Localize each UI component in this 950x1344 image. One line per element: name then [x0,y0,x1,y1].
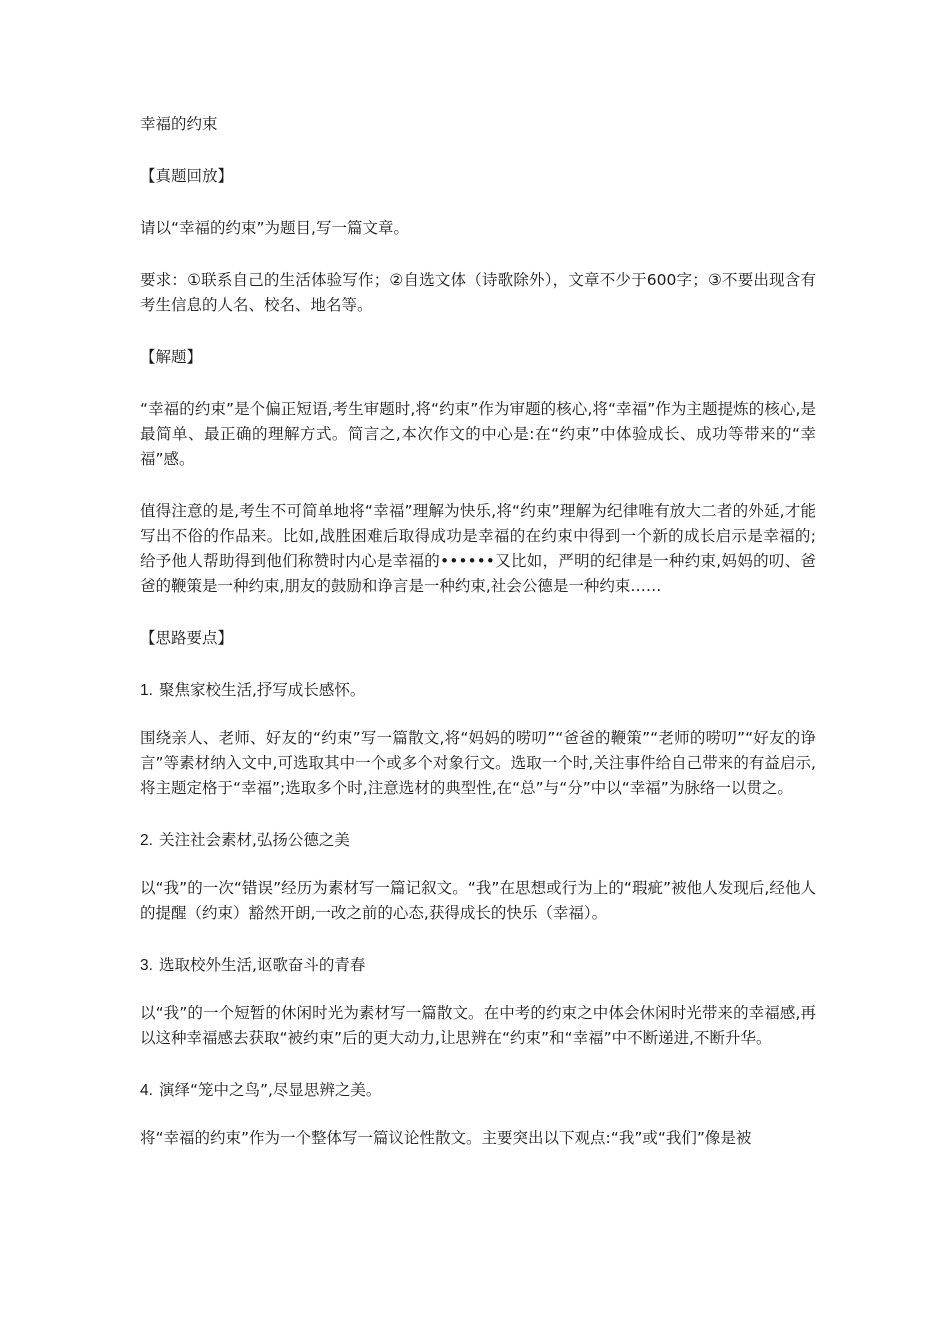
point-number: 2. [140,832,153,849]
prompt-text: 请以“幸福的约束”为题目,写一篇文章。 [140,219,409,237]
point-body-4: 将“幸福的约束”作为一个整体写一篇议论性散文。主要突出以下观点:“我”或“我们”像是被 [140,1129,752,1147]
analysis-paragraph-2: 值得注意的是,考生不可简单地将“幸福”理解为快乐,将“约束”理解为纪律唯有放大二者的外延,才能写出不俗的作品来。比如,战胜困难后取得成功是幸福的在约束中得到一个新的成长启示是幸福的;给予他人帮助得到他们称赞时内心是幸福的••••••又比如，严明的纪律是一种约束,妈妈的叨、爸爸的鞭策是一种约束,朋友的鼓励和诤言是一种约束,社会公德是一种约束…… [140,502,816,595]
point-number: 3. [140,957,153,974]
point-heading-text: 选取校外生活,讴歌奋斗的青春 [158,956,366,974]
section-heading-ideas: 【思路要点】 [140,629,234,647]
point-heading-text: 聚焦家校生活,抒写成长感怀。 [158,681,366,699]
point-body-2: 以“我”的一次“错误”经历为素材写一篇记叙文。“我”在思想或行为上的“瑕疵”被他人发现后,经他人的提醒（约束）豁然开朗,一改之前的心态,获得成长的快乐（幸福）。 [140,879,816,922]
point-heading-4 [140,1078,816,1103]
document-title: 幸福的约束 [140,115,218,133]
point-body-3: 以“我”的一个短暂的休闲时光为素材写一篇散文。在中考的约束之中体会休闲时光带来的幸福感,再以这种幸福感去获取“被约束”后的更大动力,让思辨在“约束”和“幸福”中不断递进,不断升华。 [140,1004,816,1047]
point-number: 4. [140,1082,153,1099]
point-number: 1. [140,682,153,699]
section-heading-review: 【真题回放】 [140,167,234,185]
point-heading-2 [140,828,816,853]
point-heading-1 [140,678,816,703]
point-heading-text: 演绎“笼中之鸟”,尽显思辨之美。 [158,1081,382,1099]
analysis-paragraph-1: “幸福的约束”是个偏正短语,考生审题时,将“约束”作为审题的核心,将“幸福”作为主题提炼的核心,是最简单、最正确的理解方式。简言之,本次作文的中心是:在“约束”中体验成长、成功等带来的“幸福”感。 [140,400,816,468]
requirements-text: 要求：①联系自己的生活体验写作；②自选文体（诗歌除外），文章不少于600字；③不要出现含有考生信息的人名、校名、地名等。 [140,271,816,314]
point-heading-text: 关注社会素材,弘扬公德之美 [158,831,350,849]
point-heading-3 [140,953,816,978]
section-heading-analysis: 【解题】 [140,348,203,366]
document-page [140,112,816,1178]
point-body-1: 围绕亲人、老师、好友的“约束”写一篇散文,将“妈妈的唠叨”“爸爸的鞭策”“老师的唠叨”“好友的诤言”等素材纳入文中,可选取其中一个或多个对象行文。选取一个时,关注事件给自己带来的有益启示,将主题定格于“幸福”;选取多个时,注意选材的典型性,在“总”与“分”中以“幸福”为脉络一以贯之。 [140,729,816,797]
